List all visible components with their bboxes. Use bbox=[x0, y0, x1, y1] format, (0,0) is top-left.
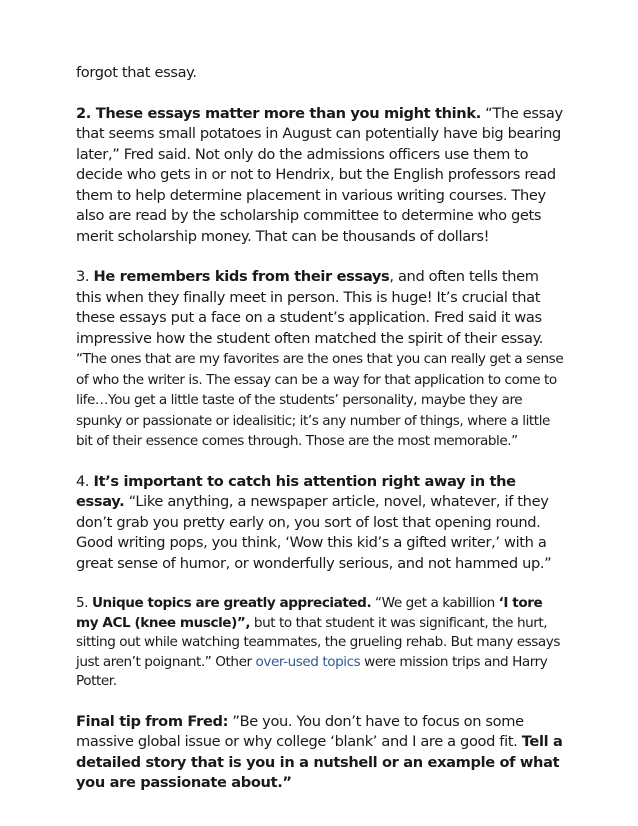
tip-5-lead: “We get a kabillion bbox=[371, 595, 499, 611]
final-tip-heading: Final tip from Fred: bbox=[76, 712, 229, 730]
paragraph-intro bbox=[76, 63, 566, 84]
tip-4-heading: It’s important to catch his attention right away in the essay. bbox=[76, 472, 516, 510]
paragraph-tip-3 bbox=[76, 267, 566, 452]
tip-4-number: 4. bbox=[76, 472, 94, 490]
tip-3-body: , and often tells them this when they finally meet in person. This is huge! It’s crucial that these essays put a face on a student’s application. Fred said it was impressive how the student often matched the spirit of their essay. bbox=[76, 268, 544, 347]
tip-3-quote: “The ones that are my favorites are the ones that you can really get a sense of who the writer is. The essay can be a way for that application to come to life…You get a little taste of the students’ personality, maybe they are spunky or passionate or idealisitic; it’s any number of things, where a little bit of their essence comes through. Those are the most memorable.” bbox=[76, 351, 564, 449]
intro-text: forgot that essay. bbox=[76, 64, 197, 81]
tip-4-body: “Like anything, a newspaper article, novel, whatever, if they don’t grab you pretty early on, you sort of lost that opening round. Good writing pops, you think, ‘Wow this kid’s a gifted writer,’ with a great sense of humor, or wonderfully serious, and not hammed up.” bbox=[76, 493, 552, 572]
tip-5-example: ‘I tore my ACL (knee muscle)”, bbox=[76, 595, 543, 631]
document-page bbox=[76, 63, 566, 814]
paragraph-final-tip bbox=[76, 712, 566, 794]
tip-2-number: 2. bbox=[76, 104, 96, 122]
paragraph-tip-4 bbox=[76, 472, 566, 575]
over-used-topics-link[interactable]: over-used topics bbox=[255, 653, 361, 670]
tip-5-tail: were mission trips and Harry Potter. bbox=[76, 653, 548, 689]
tip-3-number: 3. bbox=[76, 268, 94, 285]
tip-5-body: but to that student it was significant, the hurt, sitting out while watching teammates, the grueling rehab. But many essays just aren’t poignant.” Other bbox=[76, 614, 560, 670]
tip-2-heading: These essays matter more than you might think. bbox=[95, 104, 481, 122]
tip-5-heading: Unique topics are greatly appreciated. bbox=[91, 595, 372, 611]
tip-2-body: “The essay that seems small potatoes in August can potentially have big bearing later,” Fred said. Not only do the admissions officers use them to decide who gets in or not to Hendrix, but the English professors read them to help determine placement in various writing courses. They also are read by the scholarship committee to determine who gets merit scholarship money. That can be thousands of dollars! bbox=[76, 104, 563, 245]
tip-5-number: 5. bbox=[76, 595, 92, 611]
paragraph-tip-5 bbox=[76, 594, 566, 692]
final-tip-body: ”Be you. You don’t have to focus on some massive global issue or why college ‘blank’ and I are a good fit. bbox=[76, 712, 524, 750]
paragraph-tip-2 bbox=[76, 104, 566, 248]
final-tip-emphasis: Tell a detailed story that is you in a nutshell or an example of what you are passionate about.” bbox=[76, 733, 563, 791]
tip-3-heading: He remembers kids from their essays bbox=[93, 268, 390, 285]
